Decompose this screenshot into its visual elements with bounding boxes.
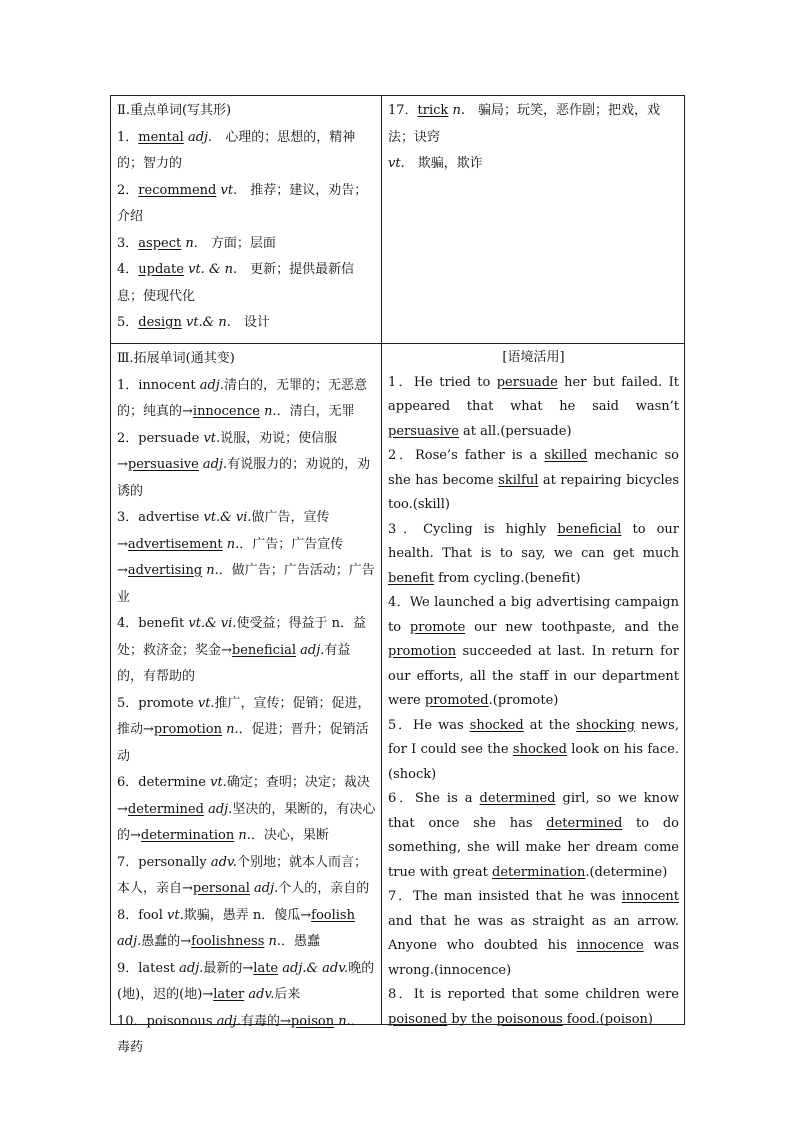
answer-word: skilled [544, 448, 588, 463]
answer-word: promotion [388, 644, 457, 659]
word-meaning: 做广告，宣传→ [117, 510, 330, 552]
part-of-speech: adj. [203, 801, 233, 817]
key-word-entry [117, 257, 376, 310]
sentence-text: 8．It is reported that some children were [388, 987, 679, 1002]
answer-word: determination [492, 864, 586, 880]
answer-word: advertisement [127, 536, 223, 552]
sentence-text: girl, so we know that once she has [388, 791, 679, 831]
key-word-entry [388, 151, 679, 178]
word-meaning: 说服，劝说；使信服→ [117, 430, 338, 472]
answer-word: promoted [424, 693, 489, 708]
part-of-speech: vt. [388, 156, 405, 171]
context-sentence [388, 591, 679, 714]
key-word-entry [117, 310, 376, 337]
part-of-speech: vt. & n. [188, 262, 238, 277]
sentence-text: 7．The man insisted that he was [388, 889, 622, 904]
word-meaning: 坚决的，果断的，有决心的→ [117, 801, 376, 843]
context-usage-cell [382, 344, 684, 1027]
entry-number: 5． [117, 315, 139, 330]
context-sentence [388, 518, 679, 592]
sentence-text: by the [447, 1011, 497, 1027]
answer-word: benefit [388, 570, 434, 586]
sentence-text: 5．He was [388, 717, 470, 733]
word-meaning: 推广，宣传；促销；促进，推动→ [117, 695, 371, 737]
sentence-text: 2．Rose’s father is a [388, 448, 545, 463]
part-of-speech: vt. [167, 907, 184, 923]
entry-number: 1． [117, 129, 139, 145]
part-of-speech: adj. [117, 934, 142, 949]
extended-words-heading: Ⅲ.拓展单词(通其变) [117, 351, 235, 366]
answer-word: update [138, 262, 184, 277]
answer-word: foolish [311, 907, 355, 923]
part-of-speech: vt. [197, 695, 215, 711]
context-sentence [388, 444, 679, 518]
word-meaning: 晚的(地)，迟的(地)→ [117, 960, 375, 1002]
answer-word: innocent [621, 889, 679, 904]
word-meaning: 有益的，有帮助的 [117, 642, 351, 684]
word-meaning: 设计 [230, 315, 270, 330]
word-meaning: ．广告；广告宣传→ [117, 536, 344, 578]
extended-word-entry [117, 956, 376, 1009]
sentence-text: 4．We launched a big advertising campaign to [388, 595, 679, 635]
part-of-speech: n. [268, 934, 282, 949]
word-meaning: 后来 [274, 987, 301, 1002]
key-word-entry [117, 231, 376, 258]
word-meaning: 愚蠢的→ [141, 934, 192, 949]
context-sentence [388, 885, 679, 983]
answer-word: persuasive [388, 423, 459, 439]
part-of-speech: n. [185, 235, 198, 251]
word-meaning: ．毒药 [117, 1013, 364, 1055]
context-sentence [388, 983, 679, 1032]
sentence-text: and that he was as straight as an arrow. Anyone who doubted his [388, 913, 679, 953]
answer-word: trick [417, 103, 449, 118]
part-of-speech: adj. [296, 642, 325, 658]
sentence-text: 1．He tried to [388, 374, 497, 390]
word-meaning: 推荐；建议，劝告；介绍 [117, 182, 368, 224]
part-of-speech: n. [259, 404, 277, 419]
answer-word: innocence [192, 404, 260, 419]
word-meaning: 骗局；玩笑，恶作剧；把戏，戏法；诀窍 [388, 103, 660, 145]
answer-word: persuasive [127, 457, 199, 472]
answer-word: design [138, 315, 182, 330]
base-word: 6．determine [117, 775, 211, 790]
answer-word: poisonous [496, 1011, 563, 1027]
part-of-speech: n. [222, 536, 240, 552]
sentence-text: news, for I could see the [388, 717, 679, 757]
sentence-text: .(determine) [585, 864, 668, 880]
entry-number: 2． [117, 182, 139, 198]
answer-word: determined [127, 801, 204, 817]
extended-word-entry [117, 770, 376, 850]
answer-word: later [213, 987, 245, 1002]
word-meaning: ．愚蠢 [281, 934, 321, 949]
base-word: 4．benefit [117, 616, 189, 631]
key-words-cell [111, 96, 381, 343]
sentence-text: .(promote) [488, 693, 559, 708]
word-meaning: 最新的→ [203, 960, 254, 976]
context-usage-heading: [语境活用] [502, 350, 565, 365]
answer-word: aspect [138, 235, 182, 251]
answer-word: beneficial [557, 521, 622, 537]
base-word: 3．advertise [117, 510, 204, 525]
key-word-entry [388, 98, 679, 151]
word-meaning: 有说服力的；劝说的，劝诱的 [117, 457, 371, 499]
answer-word: determination [140, 828, 235, 843]
key-words-continued-list [388, 98, 679, 178]
answer-word: shocked [469, 717, 524, 733]
answer-word: poison [290, 1013, 335, 1029]
extended-words-cell [111, 344, 381, 1055]
sentence-text: 6．She is a [388, 791, 480, 806]
word-meaning: ．做广告；广告活动；广告业 [117, 563, 375, 605]
answer-word: skilful [498, 472, 539, 488]
answer-word: poisoned [388, 1011, 448, 1027]
answer-word: determined [479, 791, 556, 806]
key-words-list [117, 125, 376, 337]
word-meaning: 有毒的→ [240, 1013, 291, 1029]
entry-number: 17． [388, 103, 418, 118]
sentence-text: 3．Cycling is highly [388, 521, 558, 537]
part-of-speech: vt.& n. [185, 315, 231, 330]
word-meaning: 欺骗，欺诈 [404, 156, 483, 171]
part-of-speech: vt. [210, 775, 227, 790]
sentence-text: at repairing bicycles too.(skill) [388, 472, 679, 512]
sentence-text: succeeded at last. In return for our efforts, all the staff in our department were [388, 644, 679, 708]
answer-word: mental [138, 129, 184, 145]
base-word: 5．promote [117, 695, 198, 711]
extended-word-entry [117, 505, 376, 611]
extended-word-entry [117, 903, 376, 956]
part-of-speech: n. [222, 722, 239, 737]
sentence-text: to our health. That is to say, we can get much [388, 521, 679, 561]
vocabulary-table [110, 95, 685, 1055]
part-of-speech: vt.& vi. [188, 616, 237, 631]
part-of-speech: n. [452, 103, 465, 118]
word-meaning: 清白的，无罪的；无恶意的；纯真的→ [117, 377, 367, 419]
context-sentence [388, 371, 679, 445]
answer-word: recommend [138, 182, 217, 198]
base-word: 8．fool [117, 907, 168, 923]
part-of-speech: vt. [203, 430, 221, 446]
extended-word-entry [117, 426, 376, 506]
word-meaning: 心理的；思想的，精神的；智力的 [117, 129, 356, 171]
part-of-speech: vt.& vi. [203, 510, 252, 525]
base-word: 10．poisonous [117, 1013, 217, 1029]
sentence-text: mechanic so she has become [388, 448, 680, 488]
part-of-speech: adj. [216, 1013, 241, 1029]
part-of-speech: adj. [249, 881, 279, 896]
answer-word: late [253, 960, 279, 976]
answer-word: innocence [576, 938, 644, 953]
word-meaning: 确定；查明；决定；裁决→ [117, 775, 370, 817]
answer-word: promote [409, 619, 466, 635]
answer-word: personal [192, 881, 250, 896]
key-words-heading: Ⅱ.重点单词(写其形) [117, 103, 232, 118]
sentence-text: her but failed. It appeared that what he said wasn’t [388, 374, 679, 414]
extended-word-entry [117, 1009, 376, 1062]
part-of-speech: adj. [187, 129, 213, 145]
part-of-speech: n. [334, 1013, 351, 1029]
part-of-speech: adj. [179, 960, 204, 976]
entry-number: 3． [117, 235, 139, 251]
answer-word: persuade [496, 374, 558, 390]
answer-word: shocking [576, 717, 635, 733]
sentence-text: to do something, she will make her dream come true with great [388, 815, 679, 880]
sentence-text: food.(poison) [562, 1011, 653, 1027]
base-word: 7．personally [117, 854, 211, 870]
base-word: 1．innocent [117, 377, 200, 393]
word-meaning: 个人的，亲自的 [278, 881, 370, 896]
sentence-text: at all.(persuade) [458, 423, 572, 439]
extended-word-entry [117, 691, 376, 771]
key-word-entry [117, 178, 376, 231]
base-word: 9．latest [117, 960, 180, 976]
key-word-entry [117, 125, 376, 178]
entry-number: 4． [117, 262, 139, 277]
part-of-speech: adj.& adv. [278, 960, 349, 976]
key-words-continued-cell [382, 96, 684, 343]
answer-word: promotion [153, 722, 223, 737]
answer-word: advertising [127, 563, 203, 578]
extended-word-entry [117, 850, 376, 903]
sentence-text: was wrong.(innocence) [388, 938, 679, 978]
sentence-text: at the [523, 717, 577, 733]
base-word: 2．persuade [117, 430, 204, 446]
word-meaning: ．促进；晋升；促销活动 [117, 722, 369, 764]
context-usage-list [388, 371, 679, 1033]
part-of-speech: adv. [248, 987, 275, 1002]
word-meaning: 欺骗，愚弄 n．傻瓜→ [183, 907, 312, 923]
extended-word-entry [117, 373, 376, 426]
word-meaning: ．清白，无罪 [276, 404, 355, 419]
extended-words-list [117, 373, 376, 1062]
sentence-text: from cycling.(benefit) [433, 570, 581, 586]
word-meaning: 更新；提供最新信息；使现代化 [117, 262, 355, 304]
word-meaning: 使受益；得益于 n．益处；救济金；奖金→ [117, 616, 366, 658]
part-of-speech: adv. [210, 854, 237, 870]
context-sentence [388, 714, 679, 788]
extended-word-entry [117, 611, 376, 691]
word-meaning: ．决心，果断 [250, 828, 329, 843]
part-of-speech: n. [238, 828, 251, 843]
answer-word: determined [546, 815, 623, 831]
part-of-speech: adj. [198, 457, 228, 472]
word-meaning: 个别地；就本人而言；本人，亲自→ [117, 854, 367, 896]
part-of-speech: n. [206, 563, 219, 578]
answer-word: foolishness [191, 934, 265, 949]
context-sentence [388, 787, 679, 885]
word-meaning: 方面；层面 [197, 235, 276, 251]
answer-word: beneficial [231, 642, 297, 658]
part-of-speech: adj. [199, 377, 224, 393]
sentence-text: look on his face.(shock) [388, 742, 679, 782]
answer-word: shocked [512, 742, 567, 757]
sentence-text: our new toothpaste, and the [465, 619, 679, 635]
part-of-speech: vt. [220, 182, 238, 198]
